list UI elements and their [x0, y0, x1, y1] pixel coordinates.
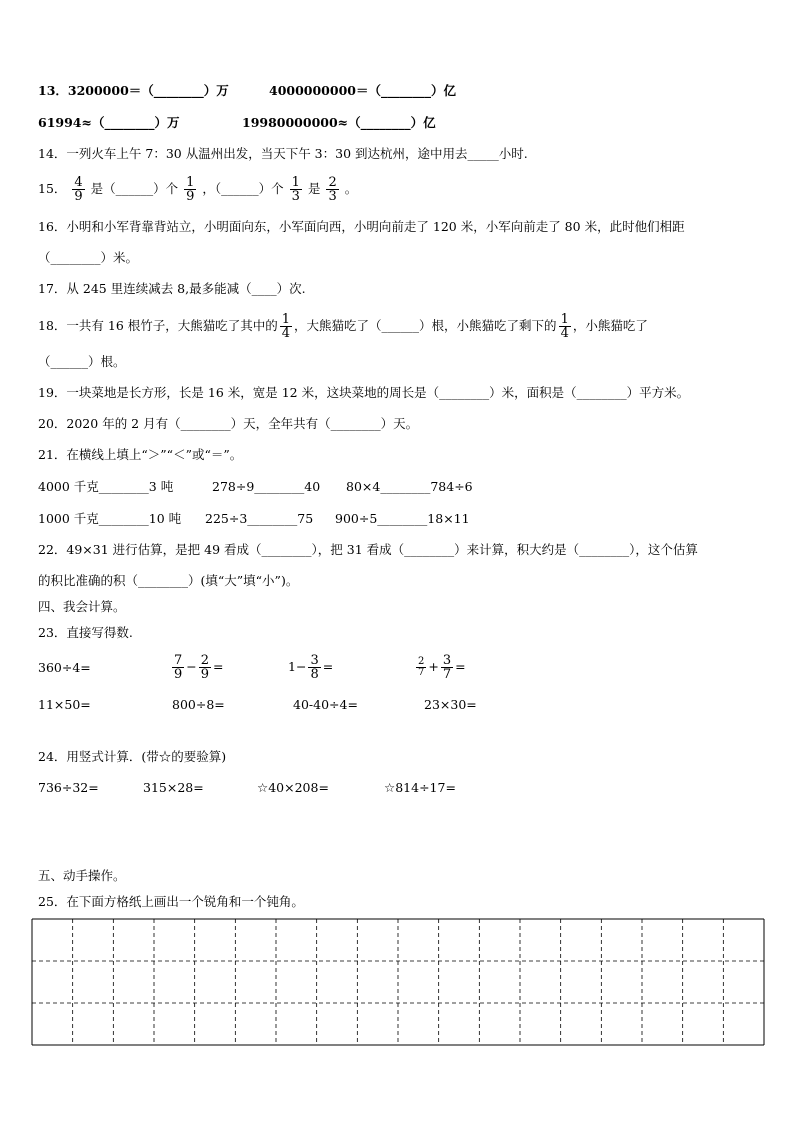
q18-line-2: （______）根。 — [38, 354, 126, 369]
q15-text-2: ，（______）个 — [202, 181, 284, 196]
q16-line-1: 16．小明和小军背靠背站立，小明面向东，小军面向西，小明向前走了 120 米，小军向前走了 80 米，此时他们相距 — [38, 219, 685, 234]
q23-f: 800÷8= — [172, 697, 225, 712]
section-4-heading: 四、我会计算。 — [38, 599, 126, 614]
q23-d: $\frac{2}{7}$ + $\frac{3}{7}$ = — [418, 653, 466, 682]
q15-text-1: 是（______）个 — [90, 181, 179, 196]
q23-title: 23．直接写得数. — [38, 625, 133, 640]
q20: 20．2020 年的 2 月有（________）天，全年共有（________）天。 — [38, 416, 419, 431]
q24-item-2: 315×28= — [143, 780, 204, 795]
q23-a: 360÷4= — [38, 660, 91, 675]
q24-title: 24．用竖式计算．(带☆的要验算) — [38, 749, 227, 764]
q23-d-fraction-2: $\frac{3}{7}$ — [442, 653, 452, 682]
q23-b: $\frac{7}{9}$ − $\frac{2}{9}$ = — [174, 653, 224, 682]
q13-d: 19980000000≈（________）亿 — [242, 115, 436, 130]
q24-item-3: ☆40×208= — [257, 780, 329, 795]
q22-line-2: 的积比准确的积（________）(填“大”填“小”)。 — [38, 573, 299, 588]
q17: 17．从 245 里连续减去 8,最多能减（____）次. — [38, 281, 306, 296]
q23-b-fraction-1: $\frac{7}{9}$ — [174, 653, 183, 682]
q21-row1-a: 4000 千克________3 吨 — [38, 479, 174, 494]
q21-row2-c: 900÷5________18×11 — [335, 511, 470, 526]
q23-c-fraction: $\frac{3}{8}$ — [310, 653, 319, 682]
q13-c: 61994≈（________）万 — [38, 115, 180, 130]
q21-row1-c: 80×4________784÷6 — [346, 479, 473, 494]
q21-row1-b: 278÷9________40 — [212, 479, 321, 494]
q14: 14．一列火车上午 7：30 从温州出发，当天下午 3：30 到达杭州，途中用去_____小时. — [38, 146, 528, 161]
q18-text-3: ，小熊猫吃了 — [572, 318, 648, 333]
q18-text-2: ，大熊猫吃了（______）根，小熊猫吃了剩下的 — [294, 318, 557, 333]
q15 — [38, 172, 357, 206]
q15-fraction-4: $\frac{2}{3}$ — [328, 175, 337, 204]
q24-item-1: 736÷32= — [38, 780, 99, 795]
q15-text-3: 是 — [307, 181, 321, 196]
q18-fraction-1: $\frac{1}{4}$ — [281, 312, 291, 341]
q19: 19．一块菜地是长方形，长是 16 米，宽是 12 米，这块菜地的周长是（________）米，面积是（________）平方米。 — [38, 385, 690, 400]
q21-row2-b: 225÷3________75 — [205, 511, 314, 526]
q18-text-1: 18．一共有 16 根竹子，大熊猫吃了其中的 — [38, 318, 278, 333]
q13-a: 13．3200000＝（________）万 — [38, 83, 229, 98]
q15-fraction-2: $\frac{1}{9}$ — [186, 175, 195, 204]
q15-fraction-1: $\frac{4}{9}$ — [74, 175, 83, 204]
q18-fraction-2: $\frac{1}{4}$ — [560, 312, 569, 341]
q23-d-fraction-1: $\frac{2}{7}$ — [418, 656, 425, 678]
q15-num: 15． — [38, 181, 67, 196]
q13-b: 4000000000＝（________）亿 — [269, 83, 456, 98]
section-5-heading: 五、动手操作。 — [38, 868, 126, 883]
q23-g: 40-40÷4= — [293, 697, 358, 712]
q18-line-1 — [38, 309, 648, 343]
q23-b-fraction-2: $\frac{2}{9}$ — [200, 653, 210, 682]
grid-paper[interactable] — [31, 918, 765, 1046]
q15-fraction-3: $\frac{1}{3}$ — [291, 175, 300, 204]
q16-line-2: （________）米。 — [38, 250, 139, 265]
q15-text-4: 。 — [344, 181, 358, 196]
q24-item-4: ☆814÷17= — [384, 780, 456, 795]
q23-h: 23×30= — [424, 697, 477, 712]
q23-c: 1− $\frac{3}{8}$ = — [288, 653, 334, 682]
q23-e: 11×50= — [38, 697, 91, 712]
q21-row2-a: 1000 千克________10 吨 — [38, 511, 182, 526]
q22-line-1: 22．49×31 进行估算，是把 49 看成（________），把 31 看成（________）来计算，积大约是（________），这个估算 — [38, 542, 698, 557]
q21-title: 21．在横线上填上“＞”“＜”或“＝”。 — [38, 447, 243, 462]
q25-title: 25．在下面方格纸上画出一个锐角和一个钝角。 — [38, 894, 304, 909]
